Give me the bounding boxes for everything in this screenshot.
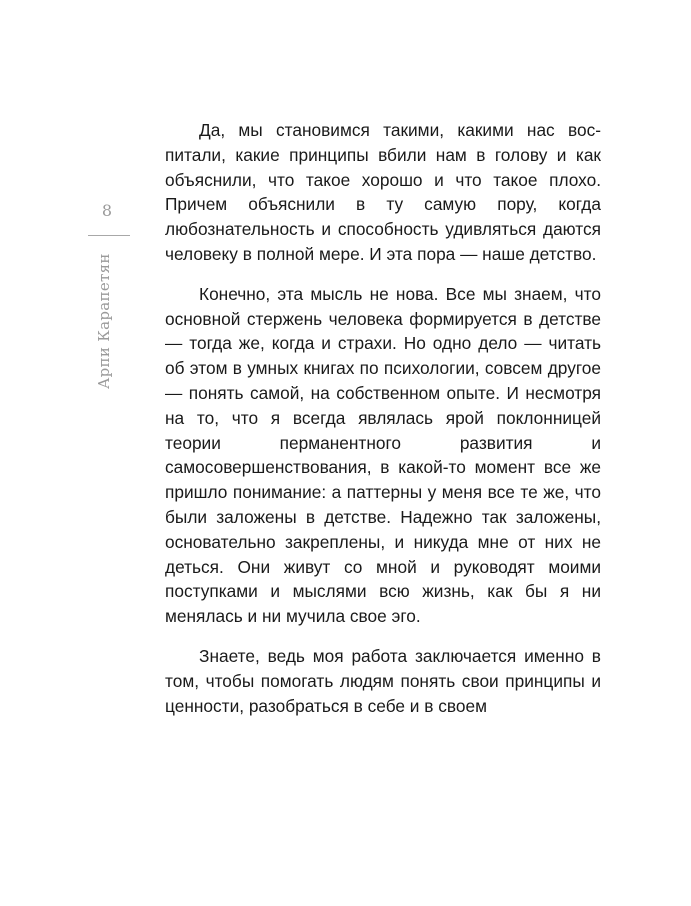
page-margin [80, 195, 134, 395]
margin-divider [88, 235, 130, 236]
author-name: Арпи Карапетян [95, 253, 113, 389]
body-text [165, 118, 601, 733]
paragraph: Знаете, ведь моя работа заключается именно в том, чтобы помогать людям понять свои принципы и ценности, разобраться в себе и в своем [165, 645, 601, 716]
paragraph: Да, мы становимся такими, какими нас воспитали, какие принципы вбили нам в голову и как объяснили, что такое хорошо и что такое плохо. Причем объяснили в ту самую пору, когда любознательность и способность удивляться даются человеку в полной мере. И эта пора — наше детство. [165, 120, 601, 264]
paragraph: Конечно, эта мысль не нова. Все мы знаем, что основной стержень человека формируется в детстве — тогда же, когда и страхи. Но одно дело — читать об этом в умных книгах по психологии, совсем другое — понять самой, на собственном опыте. И несмотря на то, что я всегда являлась ярой поклонницей теории перманентного развития и самосовершенствования, в какой-то момент все же пришло понимание: а паттерны у меня все те же, что были заложены в детстве. Надежно так заложены, основательно закреплены, и никуда мне от них не деться. Они живут со мной и руководят моими поступками и мыслями всю жизнь, как бы я ни менялась и ни мучила свое эго. [165, 283, 601, 627]
running-header [95, 253, 119, 583]
page-number: 8 [101, 201, 113, 220]
